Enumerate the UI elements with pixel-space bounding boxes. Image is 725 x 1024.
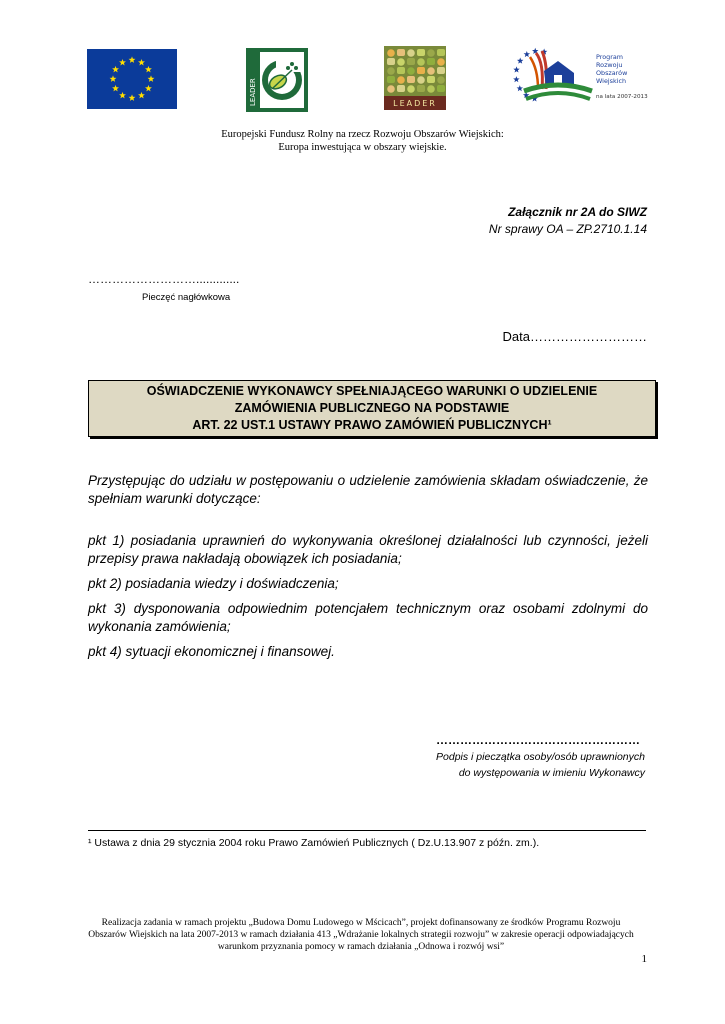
date-field: Data……………………… <box>502 329 647 344</box>
title-line-3: ART. 22 UST.1 USTAWY PRAWO ZAMÓWIEŃ PUBLICZNYCH¹ <box>192 418 552 432</box>
stamp-label: Pieczęć nagłówkowa <box>142 292 231 303</box>
pkt1-paragraph: pkt 1) posiadania uprawnień do wykonywania określonej działalności lub czynności, jeżeli przepisy prawa nakładają obowiązek ich posiadania; <box>88 533 648 566</box>
title-line-1: OŚWIADCZENIE WYKONAWCY SPEŁNIAJĄCEGO WARUNKI O UDZIELENIE <box>146 384 598 398</box>
prow-text-5: na lata 2007-2013 <box>596 94 648 100</box>
signature-label-1: Podpis i pieczątka osoby/osób uprawnionych <box>436 751 645 763</box>
intro-paragraph: Przystępując do udziału w postępowaniu o udzielenie zamówienia składam oświadczenie, że spełniam warunki dotyczące: <box>88 473 648 506</box>
leader-mosaic-text: LEADER <box>393 99 437 108</box>
footnote: ¹ Ustawa z dnia 29 stycznia 2004 roku Prawo Zamówień Publicznych ( Dz.U.13.907 z późn. zm.). <box>88 837 540 849</box>
eu-flag-logo <box>87 49 177 109</box>
signature-dots: …………………………………………… <box>436 733 640 747</box>
leader-logo-text: LEADER <box>249 78 257 106</box>
prow-text-4: Wiejskich <box>596 77 627 85</box>
page-number: 1 <box>641 953 647 965</box>
pkt2-paragraph: pkt 2) posiadania wiedzy i doświadczenia; <box>88 576 339 591</box>
footer-line-2: Obszarów Wiejskich na lata 2007-2013 w ramach działania 413 „Wdrażanie lokalnych strategii rozwoju” w zakresie operacji odpowiadających <box>88 930 634 940</box>
leader-mosaic-logo <box>384 46 446 110</box>
case-number: Nr sprawy OA – ZP.2710.1.14 <box>488 222 647 236</box>
prow-logo <box>508 43 648 113</box>
footer-line-1: Realizacja zadania w ramach projektu „Budowa Domu Ludowego w Mścicach”, projekt dofinansowany ze środków Programu Rozwoju <box>101 918 621 928</box>
project-footer <box>72 917 650 953</box>
footer-line-3: warunkom przyznania pomocy w ramach działania „Odnowa i rozwój wsi” <box>217 942 505 952</box>
signature-label-2: do występowania w imieniu Wykonawcy <box>458 767 645 779</box>
fund-header-line2: Europa inwestująca w obszary wiejskie. <box>278 142 447 153</box>
pkt3-paragraph: pkt 3) dysponowania odpowiednim potencjałem technicznym oraz osobami zdolnymi do wykonania zamówienia; <box>88 601 648 634</box>
declaration-title-box <box>88 380 656 437</box>
pkt4-paragraph: pkt 4) sytuacji ekonomicznej i finansowej. <box>88 644 335 659</box>
attachment-title: Załącznik nr 2A do SIWZ <box>508 205 647 219</box>
footnote-divider <box>88 830 646 831</box>
eu-stars-icon <box>87 49 177 109</box>
stamp-dots: ………………………............. <box>88 272 240 286</box>
prow-text-3: Obszarów <box>596 69 628 77</box>
title-line-2: ZAMÓWIENIA PUBLICZNEGO NA PODSTAWIE <box>234 401 510 415</box>
fund-header-line1: Europejski Fundusz Rolny na rzecz Rozwoju Obszarów Wiejskich: <box>221 129 504 140</box>
leader-logo <box>246 48 308 112</box>
prow-text-2: Rozwoju <box>596 61 623 69</box>
prow-text-1: Program <box>596 53 623 61</box>
